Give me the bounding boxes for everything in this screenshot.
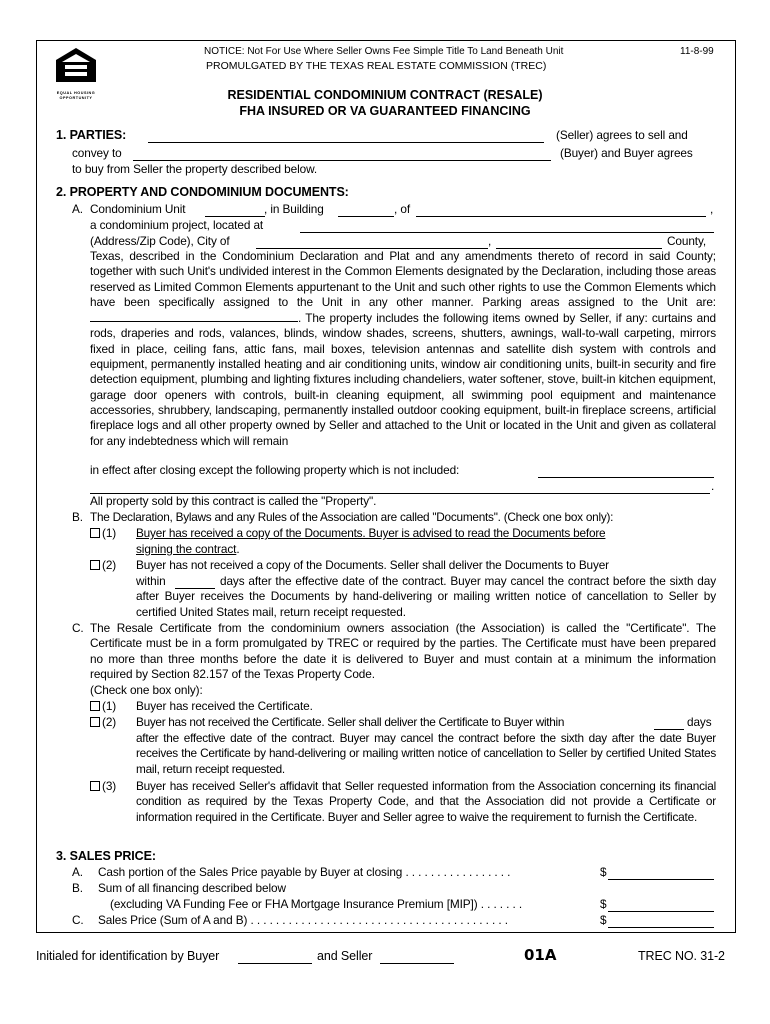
- seller-initials-field[interactable]: [380, 950, 454, 964]
- project-label: a condominium project, located at: [90, 218, 264, 232]
- excluded-field[interactable]: [538, 464, 714, 478]
- c1-option: (1): [90, 699, 116, 714]
- trec-number: TREC NO. 31-2: [638, 949, 725, 963]
- section-a-label: A.: [72, 202, 83, 216]
- convey-label: convey to: [72, 146, 122, 160]
- parties-heading: 1. PARTIES:: [56, 128, 127, 142]
- buyer-tail: (Buyer) and Buyer agrees: [560, 146, 693, 160]
- b1-text-2: signing the contract.: [136, 542, 240, 556]
- c2-days-field[interactable]: [654, 716, 684, 730]
- notice-text: NOTICE: Not For Use Where Seller Owns Fee Simple Title To Land Beneath Unit: [204, 46, 564, 57]
- county-field[interactable]: [496, 235, 662, 249]
- section-b-label: B.: [72, 510, 83, 524]
- form-code: 01A: [524, 946, 557, 964]
- c3-checkbox[interactable]: [90, 781, 100, 791]
- section-b-intro: The Declaration, Bylaws and any Rules of the Association are called "Documents". (Check one box only):: [90, 510, 614, 524]
- c2-text: Buyer has not received the Certificate. Seller shall deliver the Certificate to Buyer within: [136, 715, 565, 729]
- section-c-text: The Resale Certificate from the condominium owners association (the Association) is called the "Certificate". The Certificate must be in a form promulgated by TREC or required by the parties. The Certificate must have been prepared no more than three months before the date it is delivered to Buyer and must contain at a minimum the information required by Section 82.157 of the Texas Property Code.: [90, 621, 716, 681]
- promulgated-text: PROMULGATED BY THE TEXAS REAL ESTATE COMMISSION (TREC): [206, 60, 547, 72]
- b2-option: (2): [90, 558, 116, 573]
- parking-field[interactable]: [90, 310, 298, 322]
- unit-number-field[interactable]: [205, 203, 265, 217]
- c2-days: days: [687, 715, 712, 729]
- c3-text: Buyer has received Seller's affidavit that Seller requested information from the Association concerning its financial condition as required by the Texas Property Code, and that the Association did not provide a Certificate or information required in the Certificate. Buyer and Seller agree to waive the requirement to furnish the Certificate.: [136, 779, 716, 824]
- seller-name-field[interactable]: [148, 129, 544, 143]
- financing-field[interactable]: [608, 898, 714, 912]
- section-c-label: C.: [72, 621, 84, 635]
- form-subtitle: FHA INSURED OR VA GUARANTEED FINANCING: [239, 104, 531, 118]
- sales-a-text: Cash portion of the Sales Price payable by Buyer at closing . . . . . . . . . . . . . . . . .: [98, 865, 511, 879]
- buyer-name-field[interactable]: [133, 147, 551, 161]
- of-label: , of: [394, 202, 410, 216]
- seller-tail: (Seller) agrees to sell and: [556, 128, 688, 142]
- c2-rest: after the effective date of the contract. Buyer may cancel the contract before the sixth day after the date Buyer receives the Certificate by hand-delivering or mailing written notice of cancellation to Seller by certified United States mail, return receipt requested.: [136, 731, 716, 776]
- sales-b-dollar: $: [600, 897, 607, 911]
- county-comma: ,: [488, 234, 492, 248]
- sales-c-text: Sales Price (Sum of A and B) . . . . . . . . . . . . . . . . . . . . . . . . . . . . . . . . . . . . . . . . .: [98, 913, 508, 927]
- building-label: , in Building: [264, 202, 324, 216]
- sales-price-field[interactable]: [608, 914, 714, 928]
- initialed-label: Initialed for identification by Buyer: [36, 949, 220, 963]
- c-check-note: (Check one box only):: [90, 683, 203, 697]
- house-icon: [52, 46, 100, 86]
- parties-line3: to buy from Seller the property described below.: [72, 162, 318, 176]
- and-seller-label: and Seller: [317, 949, 373, 963]
- project-name-field[interactable]: [416, 203, 706, 217]
- property-heading: 2. PROPERTY AND CONDOMINIUM DOCUMENTS:: [56, 185, 349, 199]
- excluded-period: .: [711, 479, 715, 493]
- buyer-initials-field[interactable]: [238, 950, 312, 964]
- sales-b-text: Sum of all financing described below: [98, 881, 286, 895]
- unit-label: Condominium Unit: [90, 202, 186, 216]
- c2-option: (2): [90, 715, 116, 730]
- sales-b-label: B.: [72, 881, 83, 895]
- sales-b-text-2: (excluding VA Funding Fee or FHA Mortgage Insurance Premium [MIP]) . . . . . . .: [110, 897, 523, 911]
- logo-caption: EQUAL HOUSING OPPORTUNITY: [56, 91, 96, 100]
- property-description: Texas, described in the Condominium Declaration and Plat and any amendments thereto of record in said County; together with such Unit's undivided interest in the Common Elements designated by the Declaration, including those areas reserved as Limited Common Elements appurtenant to the Unit and such other rights to use the Common Elements which have been specifically assigned to the Unit in any other manner. Parking areas assigned to the Unit are: . The property includes the following items owned by Seller, if any: curtains and rods, draperies and rods, valances, blinds, window shades, screens, shutters, awnings, wall-to-wall carpeting, mirrors fixed in place, ceiling fans, attic fans, mail boxes, television antennas and satellite dish system with controls and equipment, permanently installed heating and air conditioning units, window air conditioning units, built-in security and fire detection equipment, plumbing and lighting fixtures including chandeliers, water softener, stove, built-in kitchen equipment, garage door openers with controls, built-in cleaning equipment, all swimming pool equipment and maintenance accessories, shrubbery, landscaping, permanently installed outdoor cooking equipment, built-in fireplace screens, artificial fireplace logs and all other property owned by Seller and attached to the Unit or located in the Unit and given as collateral for any indebtedness which will remain: [90, 249, 717, 448]
- sales-a-label: A.: [72, 865, 83, 879]
- cash-portion-field[interactable]: [608, 866, 714, 880]
- b2-rest: days after the effective date of the contract. Buyer may cancel the contract before the sixth day after Buyer receives the Documents by hand-delivering or mailing written notice of cancellation to Seller by certified United States mail, return receipt requested.: [136, 574, 716, 619]
- b1-option: (1): [90, 526, 116, 541]
- b2-checkbox[interactable]: [90, 560, 100, 570]
- sales-c-label: C.: [72, 913, 84, 927]
- sales-a-dollar: $: [600, 865, 607, 879]
- excluded-label: in effect after closing except the following property which is not included:: [90, 463, 460, 477]
- city-field[interactable]: [256, 235, 488, 249]
- county-label: County,: [667, 234, 707, 248]
- c1-checkbox[interactable]: [90, 701, 100, 711]
- b1-checkbox[interactable]: [90, 528, 100, 538]
- address-label: (Address/Zip Code), City of: [90, 234, 230, 248]
- location-field[interactable]: [300, 219, 714, 233]
- form-title: RESIDENTIAL CONDOMINIUM CONTRACT (RESALE): [227, 88, 543, 102]
- c1-text: Buyer has received the Certificate.: [136, 699, 313, 713]
- c2-checkbox[interactable]: [90, 717, 100, 727]
- b1-text: Buyer has received a copy of the Documents. Buyer is advised to read the Documents before: [136, 526, 606, 540]
- c3-option: (3): [90, 779, 116, 794]
- excluded-field-2[interactable]: [90, 480, 710, 494]
- form-date: 11-8-99: [680, 46, 714, 57]
- building-field[interactable]: [338, 203, 394, 217]
- sales-heading: 3. SALES PRICE:: [56, 849, 156, 863]
- b2-text: Buyer has not received a copy of the Documents. Seller shall deliver the Documents to Buyer: [136, 558, 609, 572]
- sales-c-dollar: $: [600, 913, 607, 927]
- comma: ,: [710, 202, 714, 216]
- all-property-note: All property sold by this contract is called the "Property".: [90, 494, 377, 508]
- b2-within: within: [136, 574, 166, 588]
